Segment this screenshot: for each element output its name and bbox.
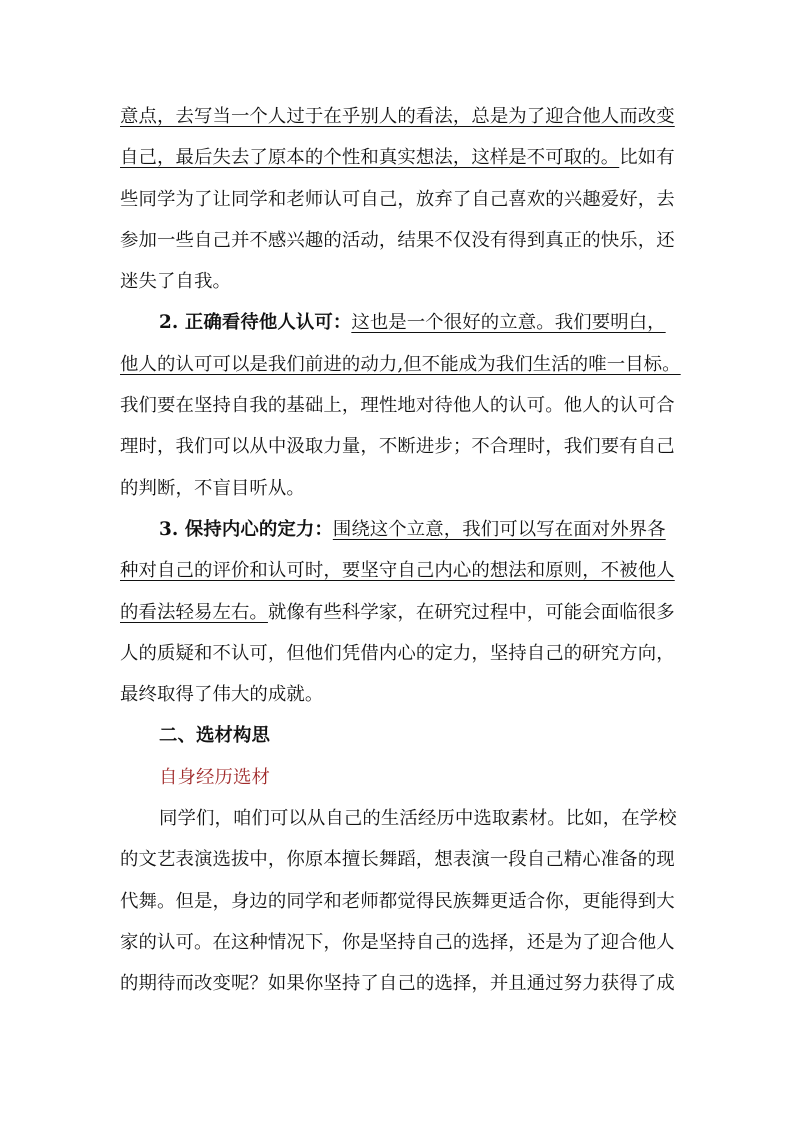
text-line: 我们要在坚持自我的基础上，理性地对待他人的认可。他人的认可合 — [120, 395, 675, 417]
text-line: 他人的认可可以是我们前进的动力,但不能成为我们生活的唯一目标。 — [120, 353, 681, 375]
subheading: 自身经历选材 — [159, 766, 270, 788]
text-line: 最终取得了伟大的成就。 — [120, 684, 324, 706]
text-line: 参加一些自己并不感兴趣的活动，结果不仅没有得到真正的快乐，还 — [120, 229, 675, 251]
point-heading: 3. 保持内心的定力： — [159, 518, 333, 540]
text-line: 的期待而改变呢？如果你坚持了自己的选择，并且通过努力获得了成 — [120, 973, 675, 995]
text-line: 理时，我们可以从中汲取力量，不断进步；不合理时，我们要有自己 — [120, 436, 675, 458]
point-3-line — [120, 509, 676, 550]
text-line: 迷失了自我。 — [120, 271, 231, 293]
text-span: 就像有些科学家，在研究过程中，可能会面临很多 — [267, 601, 675, 623]
underlined-text: 的看法轻易左右。 — [120, 601, 268, 623]
text-line: 家的认可。在这种情况下，你是坚持自己的选择，还是为了迎合他人 — [120, 931, 675, 953]
text-line: 种对自己的评价和认可时，要坚守自己内心的想法和原则，不被他人 — [120, 560, 675, 582]
text-line: 的文艺表演选拔中，你原本擅长舞蹈，想表演一段自己精心准备的现 — [120, 849, 675, 871]
underlined-text: 这也是一个很好的立意。我们要明白， — [351, 312, 666, 334]
text-span: 比如有 — [619, 147, 675, 169]
underlined-text: 自己，最后失去了原本的个性和真实想法，这样是不可取的。 — [120, 147, 620, 169]
document-body — [120, 96, 681, 1005]
text-line: 的判断，不盲目听从。 — [120, 477, 305, 499]
text-line — [120, 137, 676, 178]
text-line — [120, 592, 676, 633]
text-line: 些同学为了让同学和老师认可自己，放弃了自己喜欢的兴趣爱好，去 — [120, 188, 675, 210]
section-title: 二、选材构思 — [159, 725, 270, 747]
text-line: 同学们，咱们可以从自己的生活经历中选取素材。比如，在学校 — [159, 808, 677, 830]
text-line: 意点，去写当一个人过于在乎别人的看法，总是为了迎合他人而改变 — [120, 106, 675, 127]
underlined-text: 围绕这个立意，我们可以写在面对外界各 — [332, 518, 666, 540]
text-line: 人的质疑和不认可，但他们凭借内心的定力，坚持自己的研究方向， — [120, 642, 675, 664]
point-2-line — [120, 302, 676, 343]
point-heading: 2. 正确看待他人认可： — [159, 312, 352, 334]
text-line: 代舞。但是，身边的同学和老师都觉得民族舞更适合你，更能得到大 — [120, 890, 675, 912]
